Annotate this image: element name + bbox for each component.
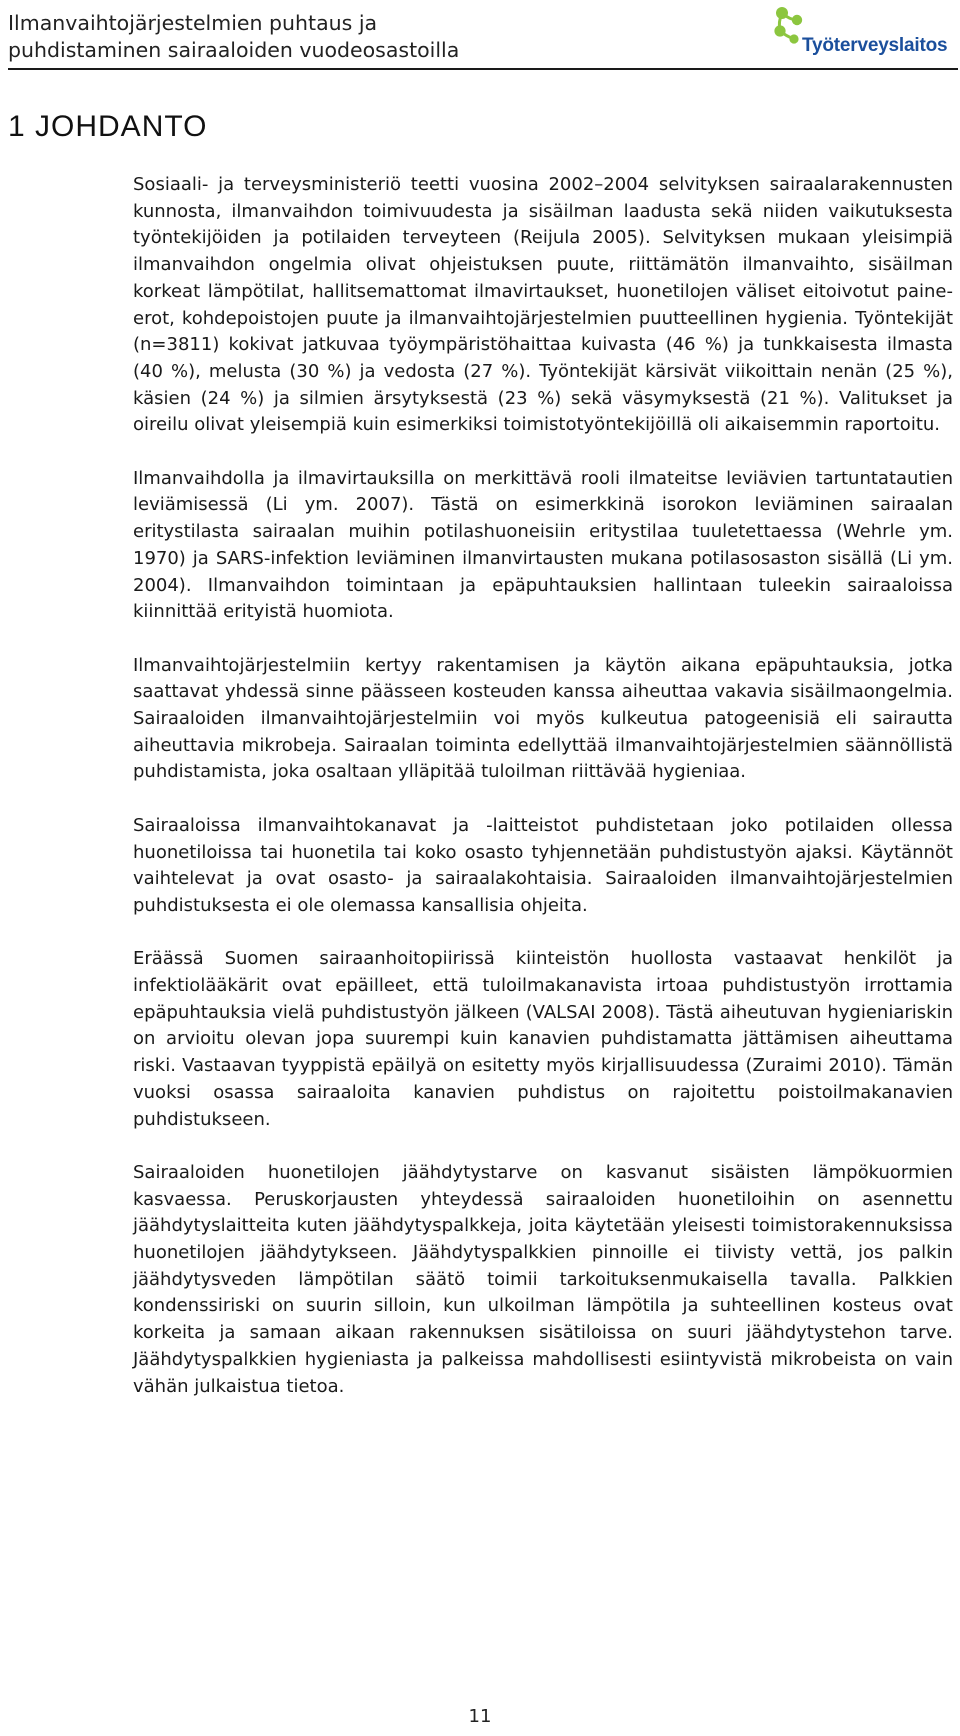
running-title-line-2: puhdistaminen sairaaloiden vuodeosastoilla xyxy=(8,38,460,62)
chapter-heading: 1 JOHDANTO xyxy=(8,110,208,143)
body-text xyxy=(133,172,953,1427)
header-divider xyxy=(8,68,958,70)
page-number: 11 xyxy=(468,1706,492,1727)
paragraph-2: Ilmanvaihdolla ja ilmavirtauksilla on merkittävä rooli ilmateitse leviävien tartuntatautien leviämisessä (Li ym. 2007). Tästä on esimerkkinä isorokon leviäminen sairaalan eritystilasta sairaalan muihin potilashuoneisiin eritystilaa tuuletettaessa (Wehrle ym. 1970) ja SARS-infektion leviäminen ilmanvirtausten mukana potilasosaston sisällä (Li ym. 2004). Ilmanvaihdon toimintaan ja epäpuhtauksien hallintaan tuleekin sairaaloissa kiinnittää erityistä huomiota. xyxy=(133,467,953,623)
paragraph-1: Sosiaali- ja terveysministeriö teetti vuosina 2002–2004 selvityksen sairaalarakennusten kunnosta, ilmanvaihdon toimivuudesta ja sisäilman laadusta sekä niiden vaikutuksesta työntekijöiden ja potilaiden terveyteen (Reijula 2005). Selvityksen mukaan yleisimpiä ilmanvaihdon ongelmia olivat ohjeistuksen puute, riittämätön ilmanvaihto, sisäilman korkeat lämpötilat, hallitsemattomat ilmavirtaukset, huonetilojen väliset eitoivotut paine-erot, kohdepoistojen puute ja ilmanvaihtojärjestelmien puutteellinen hygienia. Työntekijät (n=3811) kokivat jatkuvaa työympäristöhaittaa kuivasta (46 %) ja tunkkaisesta ilmasta (40 %), melusta (30 %) ja vedosta (27 %). Työntekijät kärsivät viikoittain nenän (25 %), käsien (24 %) ja silmien ärsytyksestä (23 %) sekä väsymyksestä (21 %). Valitukset ja oireilu olivat yleisempiä kuin esimerkiksi toimistotyöntekijöillä oli aikaisemmin raportoitu. xyxy=(133,174,953,436)
paragraph-5: Eräässä Suomen sairaanhoitopiirissä kiinteistön huollosta vastaavat henkilöt ja infektiolääkärit ovat epäilleet, että tuloilmakanavista irtoaa puhdistustyön irrottamia epäpuhtauksia vielä puhdistustyön jälkeen (VALSAI 2008). Tästä aiheutuvan hygieniariskin on arvioitu olevan jopa suurempi kuin kanavien puhdistamatta jättämisen aiheuttama riski. Vastaavan tyyppistä epäilyä on esitetty myös kirjallisuudessa (Zuraimi 2010). Tämän vuoksi osassa sairaaloita kanavien puhdistus on rajoitettu poistoilmakanavien puhdistukseen. xyxy=(133,948,953,1130)
page-header xyxy=(8,6,948,68)
paragraph-4: Sairaaloissa ilmanvaihtokanavat ja -laitteistot puhdistetaan joko potilaiden ollessa huonetiloissa tai huonetila tai koko osasto tyhjennetään puhdistustyön ajaksi. Käytännöt vaihtelevat ja ovat osasto- ja sairaalakohtaisia. Sairaaloiden ilmanvaihtojärjestelmien puhdistuksesta ei ole olemassa kansallisia ohjeita. xyxy=(133,814,953,916)
organization-logo xyxy=(770,6,948,62)
logo-wordmark: Työterveyslaitos xyxy=(802,35,948,56)
paragraph-3: Ilmanvaihtojärjestelmiin kertyy rakentamisen ja käytön aikana epäpuhtauksia, jotka saattavat yhdessä sinne päässeen kosteuden kanssa aiheuttaa vakavia sisäilmaongelmia. Sairaaloiden ilmanvaihtojärjestelmiin voi myös kulkeutua patogeenisiä eli sairautta aiheuttavia mikrobeja. Sairaalan toiminta edellyttää ilmanvaihtojärjestelmien säännöllistä puhdistamista, joka osaltaan ylläpitää tuloilman riittävää hygieniaa. xyxy=(133,654,953,783)
paragraph-6: Sairaaloiden huonetilojen jäähdytystarve on kasvanut sisäisten lämpökuormien kasvaessa. Peruskorjausten yhteydessä sairaaloiden huonetiloihin on asennettu jäähdytyslaitteita kuten jäähdytyspalkkeja, joita käytetään yleisesti toimistorakennuksissa huonetilojen jäähdytykseen. Jäähdytyspalkkien pinnoille ei tiivisty vettä, jos palkin jäähdytysveden lämpötilan säätö toimii tarkoituksenmukaisella tavalla. Palkkien kondenssiriski on suurin silloin, kun ulkoilman lämpötila ja suhteellinen kosteus ovat korkeita ja samaan aikaan rakennuksen sisätiloissa on suuri jäähdytystehon tarve. Jäähdytyspalkkien hygieniasta ja palkeissa mahdollisesti esiintyvistä mikrobeista on vain vähän julkaistua tietoa. xyxy=(133,1161,953,1397)
running-title-line-1: Ilmanvaihtojärjestelmien puhtaus ja xyxy=(8,11,378,35)
running-title xyxy=(8,10,568,64)
